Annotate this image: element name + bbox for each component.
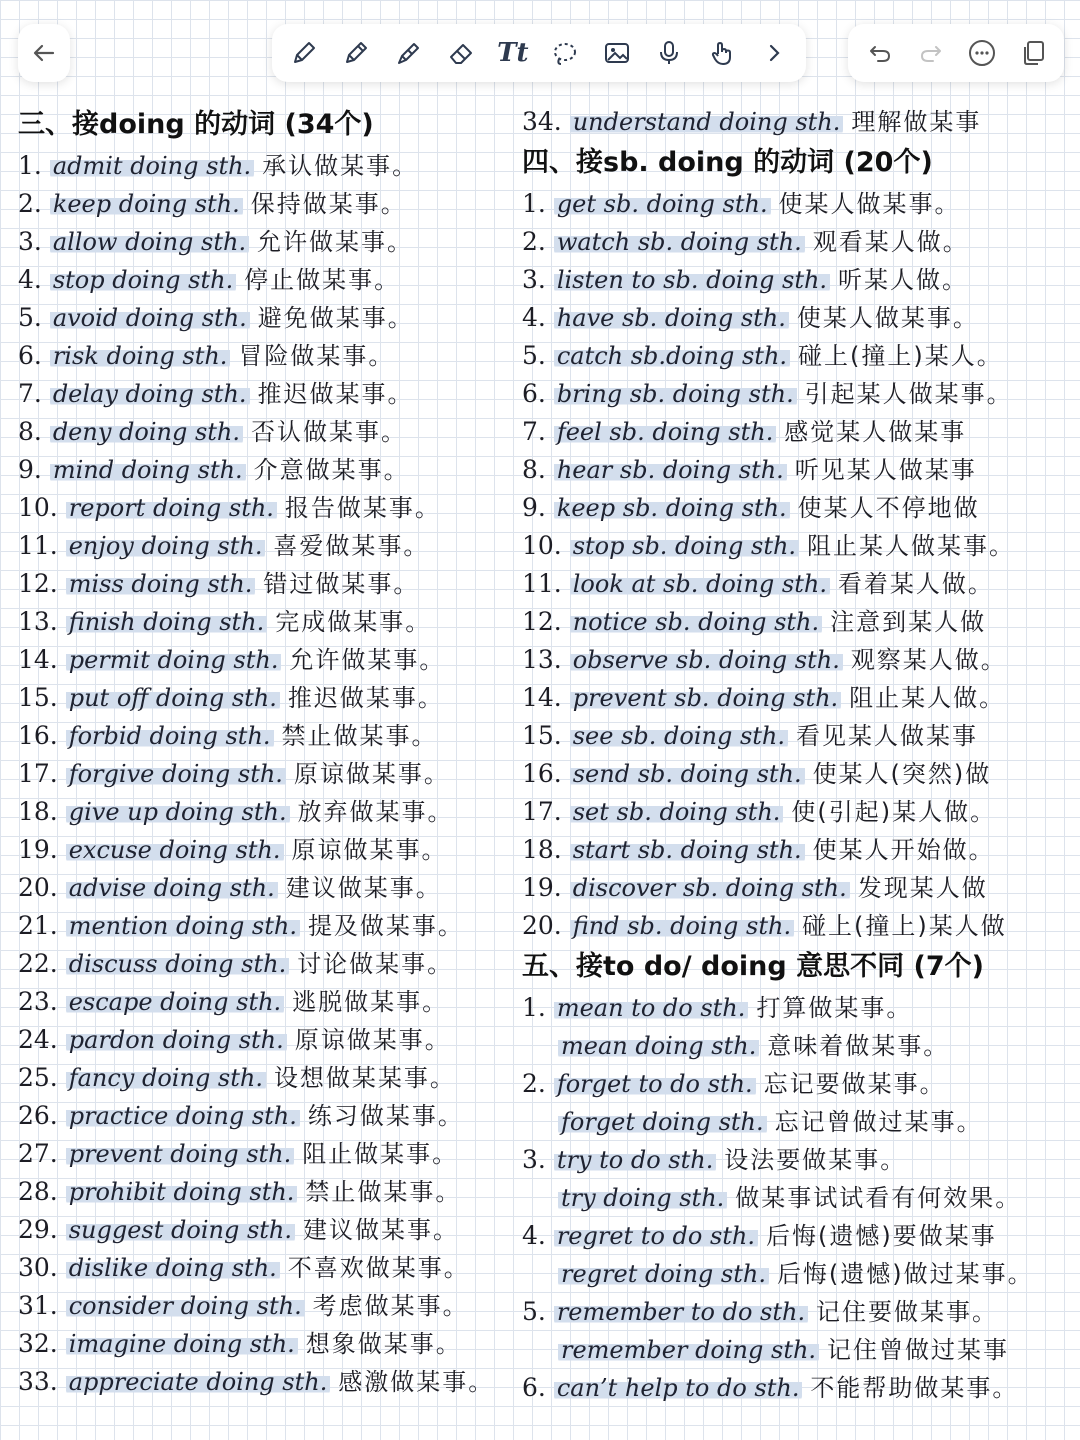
vocab-entry [522,831,1078,869]
vocab-entry [522,103,1078,141]
entry-meaning: 原谅做某事。 [294,1026,451,1054]
entry-meaning: 使某人(突然)做 [812,760,992,788]
entry-number: 6. [18,341,42,370]
entry-meaning: 使某人做某事。 [778,190,961,218]
entry-number: 11. [18,531,58,560]
entry-number: 2. [18,189,42,218]
redo-icon[interactable] [912,34,950,72]
entry-meaning: 否认做某事。 [250,418,407,446]
vocab-entry [18,755,523,793]
entry-phrase: excuse doing sth. [66,836,284,864]
image-icon[interactable] [598,34,636,72]
entry-phrase: risk doing sth. [50,342,231,370]
entry-phrase: miss doing sth. [66,570,256,598]
entry-number: 17. [18,759,58,788]
vocab-entry [522,641,1078,679]
entry-number: 3. [18,227,42,256]
entry-meaning: 考虑做某事。 [312,1292,469,1320]
entry-meaning: 承认做某事。 [262,152,419,180]
vocab-entry [18,793,523,831]
entry-phrase: forbid doing sth. [66,722,274,750]
entry-meaning: 不能帮助做某事。 [810,1374,1019,1402]
entry-meaning: 喜爱做某事。 [273,532,430,560]
vocab-entry [18,565,523,603]
entry-phrase: can’t help to do sth. [554,1374,803,1402]
vocab-entry [522,793,1078,831]
entry-number: 29. [18,1215,58,1244]
entry-number: 33. [18,1367,58,1396]
hand-pointer-icon[interactable] [703,34,741,72]
vocab-entry [522,413,1078,451]
entry-meaning: 碰上(撞上)某人做 [802,912,1007,940]
entry-phrase: mean doing sth. [558,1032,759,1060]
entry-meaning: 提及做某事。 [307,912,464,940]
vocab-entry [522,337,1078,375]
vocab-entry [522,1255,1078,1293]
entry-phrase: consider doing sth. [66,1292,305,1320]
entry-phrase: hear sb. doing sth. [554,456,787,484]
entry-number: 1. [522,993,546,1022]
entry-number: 20. [522,911,562,940]
undo-icon[interactable] [861,34,899,72]
entry-meaning: 建议做某事。 [285,874,442,902]
entry-phrase: discover sb. doing sth. [570,874,850,902]
vocab-entry [522,299,1078,337]
entry-number: 4. [522,303,546,332]
vocab-entry [18,945,523,983]
entry-meaning: 逃脱做某事。 [292,988,449,1016]
entry-meaning: 使某人不停地做 [797,494,980,522]
entry-phrase: listen to sb. doing sth. [554,266,830,294]
section-heading [522,141,1078,185]
vocab-entry [18,489,523,527]
entry-meaning: 建议做某事。 [302,1216,459,1244]
drawing-tools [272,24,806,82]
entry-phrase: allow doing sth. [50,228,249,256]
entry-phrase: see sb. doing sth. [570,722,788,750]
entry-number: 16. [522,759,562,788]
more-menu-icon[interactable] [963,34,1001,72]
entry-meaning: 引起某人做某事。 [804,380,1013,408]
entry-phrase: forgive doing sth. [66,760,286,788]
entry-meaning: 冒险做某事。 [238,342,395,370]
entry-meaning: 感觉某人做某事 [784,418,967,446]
vocab-entry [18,527,523,565]
entry-phrase: prohibit doing sth. [66,1178,298,1206]
entry-number: 6. [522,379,546,408]
entry-meaning: 保持做某事。 [250,190,407,218]
section-heading [522,945,1078,989]
entry-number: 12. [522,607,562,636]
entry-phrase: advise doing sth. [66,874,278,902]
vocab-entry [18,1211,523,1249]
entry-meaning: 推迟做某事。 [287,684,444,712]
entry-meaning: 讨论做某事。 [297,950,454,978]
entry-phrase: remember doing sth. [558,1336,819,1364]
vocab-entry [522,1293,1078,1331]
microphone-icon[interactable] [650,34,688,72]
entry-phrase: mean to do sth. [554,994,749,1022]
entry-number: 26. [18,1101,58,1130]
section-heading-text: 五、接to do/ doing 意思不同 (7个) [522,951,984,982]
vocab-entry [522,1331,1078,1369]
entry-meaning: 停止做某事。 [244,266,401,294]
entry-number: 5. [18,303,42,332]
entry-meaning: 忘记曾做过某事。 [774,1108,983,1136]
highlighter-icon[interactable] [389,34,427,72]
text-tool-icon[interactable]: Tt [497,38,529,68]
entry-phrase: understand doing sth. [570,108,844,136]
pencil-icon[interactable] [337,34,375,72]
back-panel [18,24,70,82]
entry-meaning: 禁止做某事。 [281,722,438,750]
entry-meaning: 阻止某人做某事。 [807,532,1015,560]
vocab-entry [18,1287,523,1325]
entry-number: 1. [522,189,546,218]
entry-number: 2. [522,1069,546,1098]
entry-number: 10. [522,531,562,560]
entry-phrase: prevent doing sth. [66,1140,295,1168]
entry-phrase: dislike doing sth. [66,1254,280,1282]
vocab-entry [18,1173,523,1211]
entry-number: 8. [522,455,546,484]
entry-phrase: find sb. doing sth. [570,912,794,940]
entry-meaning: 意味着做某事。 [767,1032,950,1060]
vocab-entry [18,717,523,755]
vocab-entry [522,603,1078,641]
entry-phrase: finish doing sth. [66,608,268,636]
vocab-entry [18,337,523,375]
entry-number: 7. [522,417,546,446]
entry-number: 23. [18,987,58,1016]
history-tools [848,24,1064,82]
chevron-right-icon[interactable] [755,34,793,72]
entry-number: 3. [522,1145,546,1174]
entry-meaning: 理解做某事 [851,108,982,136]
vocab-entry [18,375,523,413]
entry-meaning: 碰上(撞上)某人。 [797,342,1003,370]
entry-phrase: practice doing sth. [66,1102,300,1130]
entry-phrase: mind doing sth. [50,456,246,484]
vocab-entry [18,223,523,261]
vocab-entry [522,1103,1078,1141]
entry-number: 6. [522,1373,546,1402]
vocab-entry [522,451,1078,489]
entry-phrase: notice sb. doing sth. [570,608,822,636]
entry-number: 22. [18,949,58,978]
entry-phrase: keep doing sth. [50,190,243,218]
entry-number: 9. [18,455,42,484]
entry-phrase: regret to do sth. [554,1222,758,1250]
vocab-entry [18,679,523,717]
entry-meaning: 打算做某事。 [756,994,913,1022]
entry-phrase: set sb. doing sth. [570,798,784,826]
vocab-entry [522,1179,1078,1217]
vocab-entry [522,375,1078,413]
vocab-entry [522,1217,1078,1255]
entry-phrase: observe sb. doing sth. [570,646,843,674]
entry-phrase: appreciate doing sth. [66,1368,331,1396]
vocab-entry [18,1097,523,1135]
entry-phrase: stop doing sth. [50,266,236,294]
section-heading-text: 四、接sb. doing 的动词 (20个) [522,147,933,178]
vocab-entry [522,907,1078,945]
entry-number: 15. [18,683,58,712]
vocab-entry [522,989,1078,1027]
entry-meaning: 忘记要做某事。 [763,1070,946,1098]
entry-meaning: 记住曾做过某事 [827,1336,1009,1364]
pages-icon[interactable] [1014,34,1052,72]
entry-meaning: 错过做某事。 [263,570,420,598]
entry-meaning: 阻止某人做。 [849,684,1006,712]
entry-number: 15. [522,721,562,750]
vocab-entry [522,679,1078,717]
entry-phrase: delay doing sth. [50,380,250,408]
entry-number: 31. [18,1291,58,1320]
right-column [522,103,1078,1407]
vocab-entry [522,1027,1078,1065]
entry-meaning: 报告做某事。 [284,494,441,522]
vocab-entry [18,1021,523,1059]
entry-meaning: 后悔(遗憾)做过某事。 [776,1260,1034,1288]
entry-meaning: 想象做某事。 [305,1330,462,1358]
entry-meaning: 允许做某事。 [257,228,414,256]
entry-phrase: have sb. doing sth. [554,304,789,332]
entry-meaning: 禁止做某事。 [305,1178,462,1206]
entry-phrase: permit doing sth. [66,646,282,674]
vocab-entry [18,1135,523,1173]
vocab-entry [522,869,1078,907]
entry-meaning: 看着某人做。 [837,570,994,598]
entry-meaning: 后悔(遗憾)要做某事 [765,1222,997,1250]
entry-meaning: 听某人做。 [838,266,969,294]
entry-number: 20. [18,873,58,902]
entry-number: 4. [522,1221,546,1250]
vocab-entry [18,1363,523,1401]
vocab-entry [522,185,1078,223]
entry-number: 9. [522,493,546,522]
vocab-entry [522,717,1078,755]
entry-phrase: remember to do sth. [554,1298,808,1326]
vocab-entry [18,299,523,337]
entry-number: 13. [522,645,562,674]
entry-number: 32. [18,1329,58,1358]
entry-meaning: 听见某人做某事 [794,456,977,484]
pen-icon[interactable] [285,34,323,72]
entry-phrase: fancy doing sth. [66,1064,266,1092]
entry-number: 1. [18,151,42,180]
entry-phrase: catch sb.doing sth. [554,342,790,370]
entry-number: 7. [18,379,42,408]
entry-number: 34. [522,107,562,136]
vocab-entry [522,1065,1078,1103]
entry-phrase: try to do sth. [554,1146,717,1174]
entry-meaning: 设想做某某事。 [273,1064,456,1092]
entry-phrase: send sb. doing sth. [570,760,805,788]
entry-phrase: keep sb. doing sth. [554,494,790,522]
entry-phrase: prevent sb. doing sth. [570,684,841,712]
entry-meaning: 原谅做某事。 [293,760,450,788]
entry-meaning: 完成做某事。 [275,608,432,636]
entry-phrase: forget to do sth. [554,1070,756,1098]
entry-phrase: feel sb. doing sth. [554,418,777,446]
vocab-entry [522,527,1078,565]
entry-phrase: get sb. doing sth. [554,190,771,218]
entry-phrase: escape doing sth. [66,988,284,1016]
entry-number: 3. [522,265,546,294]
entry-phrase: regret doing sth. [558,1260,769,1288]
entry-phrase: admit doing sth. [50,152,254,180]
vocab-entry [522,223,1078,261]
entry-number: 5. [522,1297,546,1326]
entry-phrase: deny doing sth. [50,418,243,446]
note-toolbar [0,0,1080,100]
vocab-entry [18,1059,523,1097]
entry-phrase: bring sb. doing sth. [554,380,797,408]
vocab-entry [522,565,1078,603]
entry-meaning: 使某人做某事。 [796,304,979,332]
vocab-entry [18,641,523,679]
entry-meaning: 介意做某事。 [253,456,410,484]
entry-meaning: 原谅做某事。 [291,836,448,864]
vocab-entry [18,1249,523,1287]
entry-meaning: 允许做某事。 [289,646,446,674]
entry-number: 11. [522,569,562,598]
eraser-icon[interactable] [442,34,480,72]
vocab-entry [18,907,523,945]
entry-phrase: put off doing sth. [66,684,280,712]
vocab-entry [522,261,1078,299]
entry-phrase: mention doing sth. [66,912,300,940]
entry-meaning: 发现某人做 [857,874,988,902]
vocab-entry [522,489,1078,527]
left-column [18,103,523,1401]
vocab-entry [18,603,523,641]
entry-phrase: avoid doing sth. [50,304,250,332]
entry-number: 2. [522,227,546,256]
entry-number: 4. [18,265,42,294]
entry-phrase: stop sb. doing sth. [570,532,799,560]
entry-phrase: discuss doing sth. [66,950,290,978]
section-heading [18,103,523,147]
entry-number: 10. [18,493,58,522]
entry-meaning: 看见某人做某事 [795,722,978,750]
entry-number: 28. [18,1177,58,1206]
entry-meaning: 推迟做某事。 [257,380,414,408]
section-heading-text: 三、接doing 的动词 (34个) [18,109,374,140]
entry-meaning: 放弃做某事。 [297,798,454,826]
entry-number: 18. [18,797,58,826]
entry-number: 17. [522,797,562,826]
entry-number: 19. [522,873,562,902]
entry-phrase: enjoy doing sth. [66,532,266,560]
entry-number: 16. [18,721,58,750]
vocab-entry [18,451,523,489]
entry-meaning: 使某人开始做。 [812,836,995,864]
vocab-entry [18,1325,523,1363]
vocab-entry [18,261,523,299]
entry-number: 21. [18,911,58,940]
entry-number: 8. [18,417,42,446]
entry-phrase: suggest doing sth. [66,1216,295,1244]
back-arrow-icon[interactable] [25,34,63,72]
entry-phrase: pardon doing sth. [66,1026,287,1054]
entry-meaning: 观察某人做。 [850,646,1007,674]
vocab-entry [18,147,523,185]
entry-phrase: start sb. doing sth. [570,836,805,864]
entry-phrase: watch sb. doing sth. [554,228,805,256]
entry-meaning: 感激做某事。 [338,1368,495,1396]
entry-meaning: 注意到某人做 [830,608,987,636]
entry-meaning: 使(引起)某人做。 [791,798,997,826]
entry-meaning: 避免做某事。 [257,304,414,332]
entry-meaning: 阻止做某事。 [302,1140,459,1168]
entry-phrase: look at sb. doing sth. [570,570,830,598]
entry-phrase: imagine doing sth. [66,1330,298,1358]
entry-meaning: 不喜欢做某事。 [287,1254,470,1282]
vocab-entry [18,983,523,1021]
entry-phrase: try doing sth. [558,1184,727,1212]
entry-meaning: 练习做某事。 [307,1102,464,1130]
entry-meaning: 做某事试试看有何效果。 [735,1184,1022,1212]
vocab-entry [522,1369,1078,1407]
vocab-entry [18,831,523,869]
entry-number: 5. [522,341,546,370]
entry-number: 30. [18,1253,58,1282]
entry-number: 12. [18,569,58,598]
entry-number: 13. [18,607,58,636]
entry-number: 18. [522,835,562,864]
entry-number: 19. [18,835,58,864]
vocab-entry [522,755,1078,793]
entry-number: 27. [18,1139,58,1168]
vocab-entry [522,1141,1078,1179]
entry-phrase: give up doing sth. [66,798,290,826]
entry-phrase: forget doing sth. [558,1108,767,1136]
entry-number: 14. [522,683,562,712]
entry-number: 14. [18,645,58,674]
entry-phrase: report doing sth. [66,494,277,522]
entry-meaning: 记住要做某事。 [816,1298,999,1326]
entry-meaning: 观看某人做。 [812,228,969,256]
lasso-icon[interactable] [546,34,584,72]
vocab-entry [18,869,523,907]
entry-number: 24. [18,1025,58,1054]
entry-meaning: 设法要做某事。 [724,1146,907,1174]
vocab-entry [18,185,523,223]
vocab-entry [18,413,523,451]
entry-number: 25. [18,1063,58,1092]
